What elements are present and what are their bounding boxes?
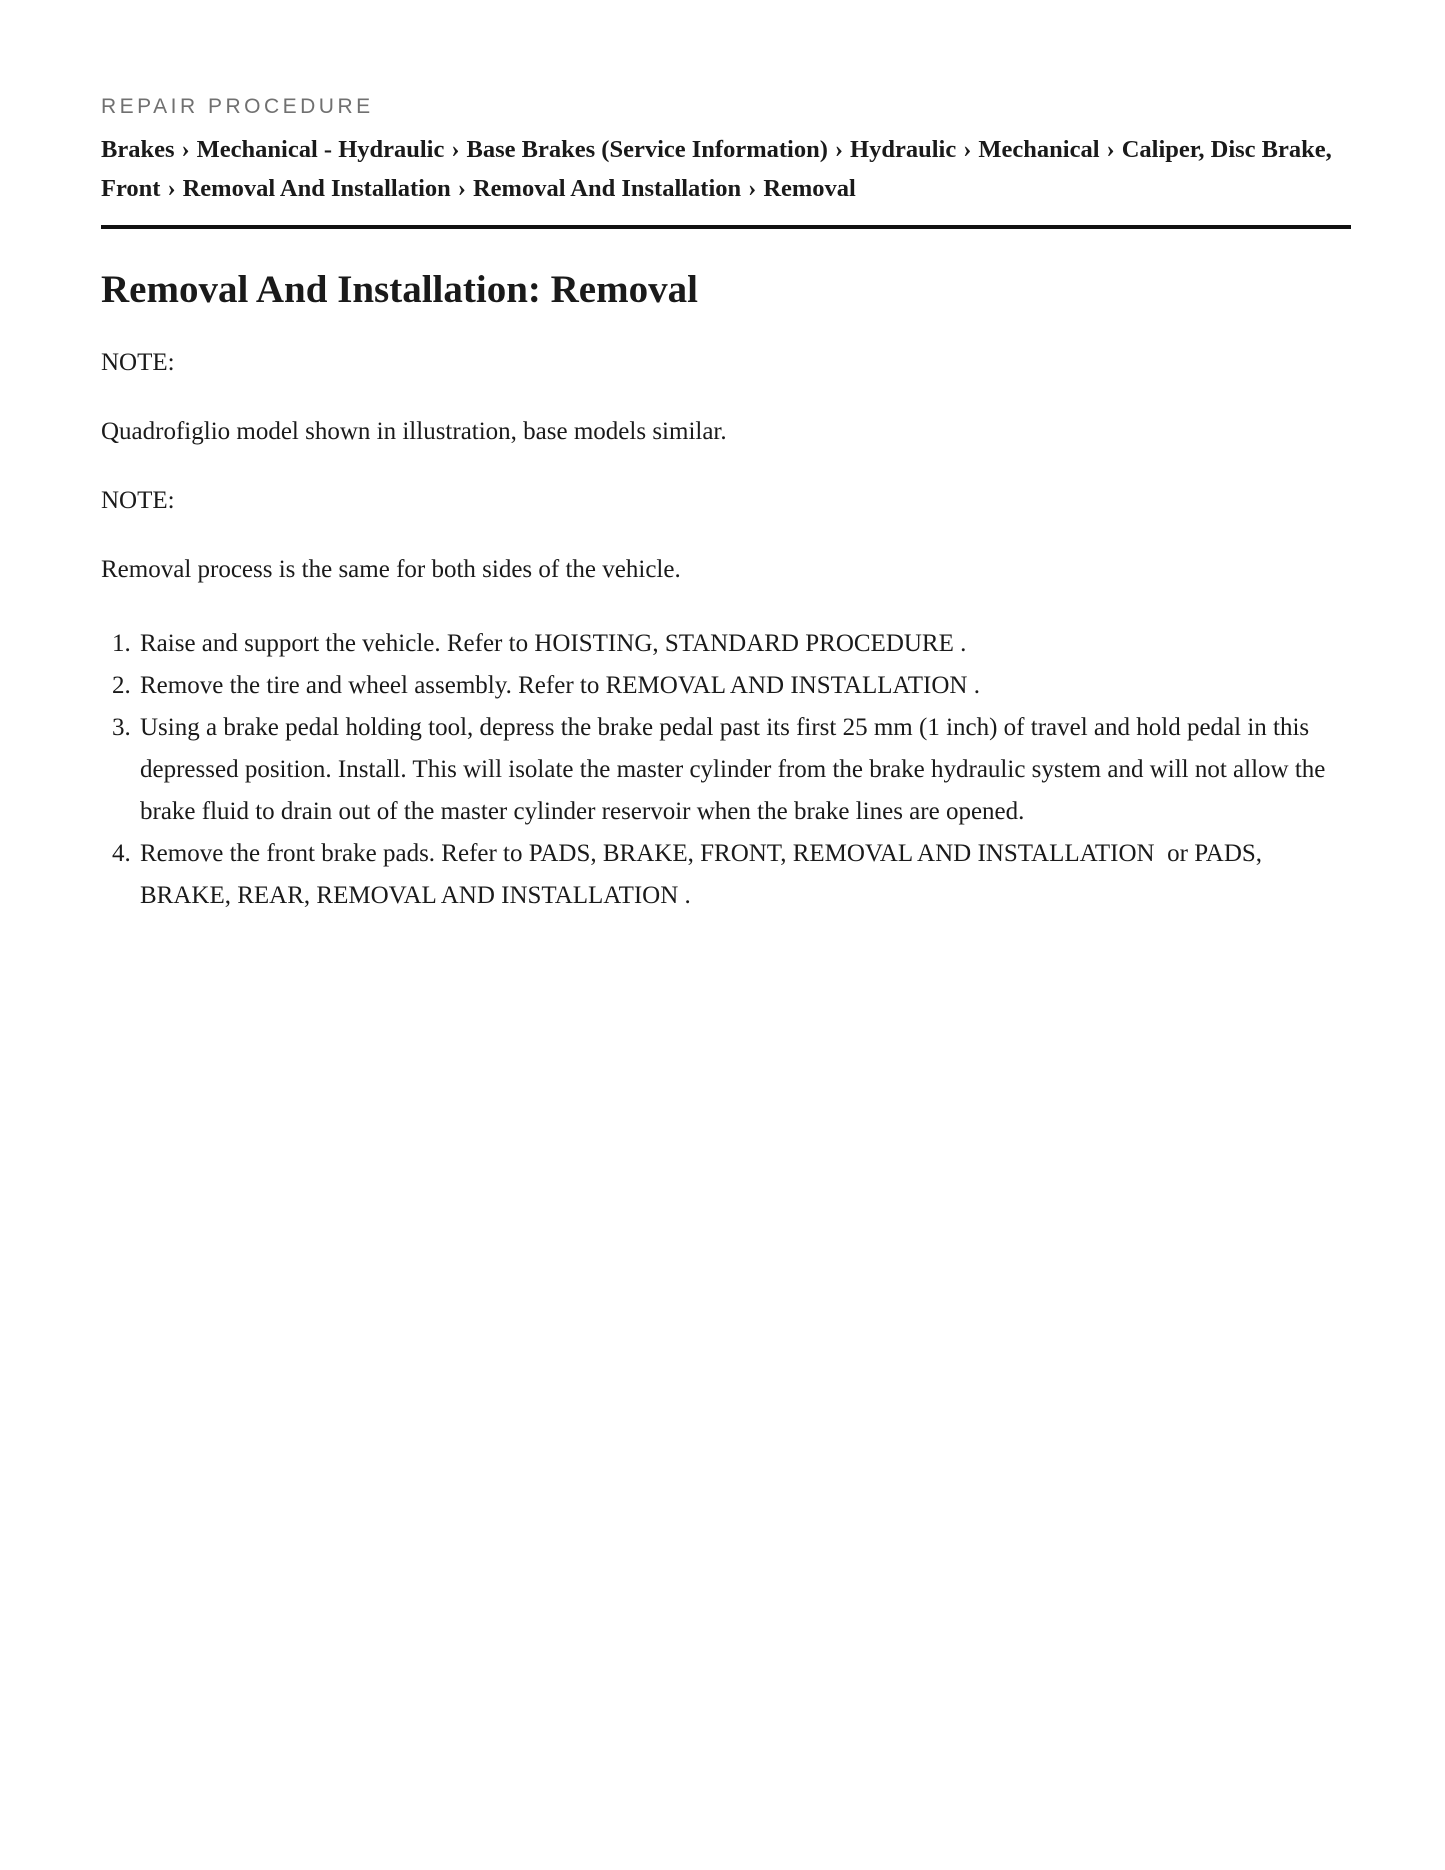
note-text: Removal process is the same for both sides of the vehicle. <box>101 556 681 583</box>
reference-link[interactable]: REMOVAL AND INSTALLATION <box>605 672 968 699</box>
breadcrumb-item-caliper[interactable]: Caliper, Disc Brake, Front <box>101 136 1332 202</box>
breadcrumb-item-removal-and-installation-2[interactable]: Removal And Installation <box>472 175 742 202</box>
breadcrumb-separator: › <box>834 136 844 163</box>
breadcrumb-item-removal[interactable]: Removal <box>763 175 856 202</box>
reference-link[interactable]: HOISTING, STANDARD PROCEDURE <box>534 630 954 657</box>
breadcrumb-item-hydraulic[interactable]: Hydraulic <box>850 136 957 163</box>
procedure-step <box>101 665 1351 707</box>
procedure-steps <box>101 623 1351 917</box>
breadcrumb-separator: › <box>1106 136 1115 163</box>
reference-link[interactable]: PADS, BRAKE, FRONT, REMOVAL AND INSTALLATION <box>528 840 1155 867</box>
step-text: Remove the front brake pads. Refer to <box>140 840 529 867</box>
note-text: Quadrofiglio model shown in illustration, base models similar. <box>101 418 727 445</box>
step-text-end: . <box>953 630 967 657</box>
procedure-step <box>101 833 1351 917</box>
section-eyebrow: REPAIR PROCEDURE <box>101 95 374 118</box>
step-text-end: . <box>678 882 691 909</box>
breadcrumb-separator: › <box>963 136 972 163</box>
step-text: Raise and support the vehicle. Refer to <box>140 630 535 657</box>
breadcrumb-separator: › <box>451 136 460 163</box>
breadcrumb-item-brakes[interactable]: Brakes <box>101 136 175 163</box>
breadcrumb-item-mechanical-hydraulic[interactable]: Mechanical - Hydraulic <box>196 136 445 163</box>
breadcrumb-separator: › <box>181 136 190 163</box>
step-number: 2. <box>112 672 131 699</box>
breadcrumb-separator: › <box>167 175 176 202</box>
procedure-step <box>101 707 1351 833</box>
step-text-mid: or <box>1154 840 1195 867</box>
step-number: 1. <box>112 630 131 657</box>
note-label: NOTE: <box>101 349 175 376</box>
note-label: NOTE: <box>101 487 175 514</box>
breadcrumb-item-removal-and-installation[interactable]: Removal And Installation <box>182 175 451 202</box>
step-number: 4. <box>112 840 131 867</box>
step-number: 3. <box>112 714 131 741</box>
breadcrumb-separator: › <box>457 175 466 202</box>
page-title: Removal And Installation: Removal <box>101 268 698 311</box>
reference-link[interactable]: PADS, BRAKE, REAR, REMOVAL AND INSTALLATION <box>140 840 1263 909</box>
breadcrumb-separator: › <box>748 175 757 202</box>
step-text: Using a brake pedal holding tool, depress the brake pedal past its first 25 mm (1 inch) of travel and hold pedal in this depressed position. Install. This will isolate the master cylinder from the brake hydraulic system and will not allow the brake fluid to drain out of the master cylinder reservoir when the brake lines are opened. <box>140 714 1326 825</box>
step-text-end: . <box>967 672 980 699</box>
step-text: Remove the tire and wheel assembly. Refer to <box>140 672 606 699</box>
procedure-step <box>101 623 1351 665</box>
document-page <box>101 92 1351 917</box>
breadcrumb <box>101 130 1351 229</box>
breadcrumb-item-mechanical[interactable]: Mechanical <box>978 136 1100 163</box>
breadcrumb-item-base-brakes[interactable]: Base Brakes (Service Information) <box>466 136 828 163</box>
